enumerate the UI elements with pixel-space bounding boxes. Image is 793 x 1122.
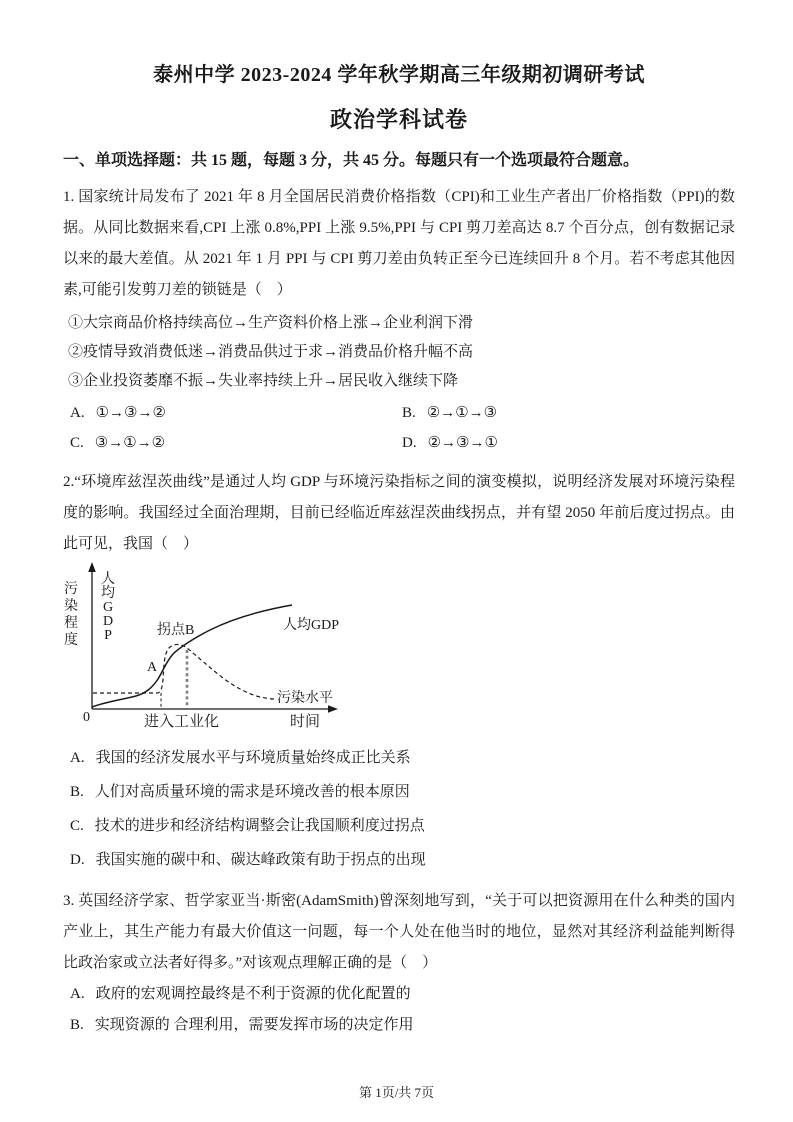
industrialization-label: 进入工业化 [144, 714, 220, 730]
option-text: 我国的经济发展水平与环境质量始终成正比关系 [95, 750, 411, 766]
y-axis-arrow-icon [88, 562, 96, 572]
question-1-option-d [402, 428, 735, 458]
exam-subtitle: 政治学科试卷 [329, 107, 468, 132]
option-text: ②→①→③ [426, 405, 498, 421]
option-label: A. [70, 986, 85, 1002]
option-text: 实现资源的 合理利用，需要发挥市场的决定作用 [94, 1017, 414, 1033]
option-text: 技术的进步和经济结构调整会让我国顺利度过拐点 [94, 818, 425, 834]
pollution-curve [93, 644, 274, 699]
question-2-stem: 2.“环境库兹涅茨曲线”是通过人均 GDP 与环境污染指标之间的演变模拟，说明经济发展对环境污染程度的影响。我国经过全面治理期，目前已经临近库兹涅茨曲线拐点，并有望 2050 年前后度过拐点。由此可见，我国（ ） [63, 474, 735, 552]
question-1-option-a [70, 398, 402, 428]
option-label: B. [70, 1017, 84, 1033]
page-number: 第 1页/共 7页 [358, 1085, 435, 1100]
option-label: C. [70, 818, 84, 834]
question-3-option-b [70, 1010, 735, 1041]
question-3-option-a [70, 979, 735, 1010]
gdp-curve [92, 605, 292, 707]
question-2-option-d [70, 843, 735, 877]
option-label: A. [70, 405, 85, 421]
question-1-item-1: ①大宗商品价格持续高位→生产资料价格上涨→企业利润下滑 [68, 315, 474, 331]
page-content [0, 62, 793, 1041]
option-label: A. [70, 750, 85, 766]
time-axis-label: 时间 [290, 714, 321, 730]
option-label: B. [70, 784, 84, 800]
x-axis-arrow-icon [328, 705, 338, 712]
question-1-items [63, 309, 735, 396]
option-text: 人们对高质量环境的需求是环境改善的根本原因 [94, 784, 410, 800]
point-b-label: 拐点B [157, 623, 195, 638]
option-text: ①→③→② [95, 405, 166, 421]
question-2-options [63, 741, 735, 877]
question-1-item-2: ②疫情导致消费低迷→消费品供过于求→消费品价格升幅不高 [68, 344, 474, 360]
origin-label: 0 [83, 710, 90, 725]
kuznets-curve-chart [60, 560, 350, 736]
question-3-stem: 3. 英国经济学家、哲学家亚当·斯密(AdamSmith)曾深刻地写到，“关于可以把资源用在什么种类的国内产业上，其生产能力有最大价值这一问题，每一个人处在他当时的地位，显然对其经济利益能判断得比政治家或立法者好得多。”对该观点理解正确的是（ ） [63, 893, 735, 971]
option-label: C. [70, 435, 84, 451]
question-1-item-3: ③企业投资萎靡不振→失业率持续上升→居民收入继续下降 [68, 373, 459, 389]
exam-title: 泰州中学 2023-2024 学年秋学期高三年级期初调研考试 [153, 64, 645, 86]
option-label: D. [402, 435, 417, 451]
pollution-curve-label: 污染水平 [277, 691, 333, 706]
question-1-option-b [402, 398, 735, 428]
section-heading: 一、单项选择题：共 15 题，每题 3 分，共 45 分。每题只有一个选项最符合题意。 [63, 152, 640, 169]
option-text: ③→①→② [94, 435, 166, 451]
y-axis-label-pollution: 污染程度 [64, 582, 78, 648]
option-label: B. [402, 405, 416, 421]
question-1-option-c [70, 428, 402, 458]
question-2-option-b [70, 775, 735, 809]
option-text: 政府的宏观调控最终是不利于资源的优化配置的 [95, 986, 411, 1002]
gdp-curve-label: 人均GDP [283, 618, 340, 633]
question-3-options [63, 979, 735, 1041]
option-label: D. [70, 852, 85, 868]
question-1-stem: 1. 国家统计局发布了 2021 年 8 月全国居民消费价格指数（CPI)和工业生产者出厂价格指数（PPI)的数据。从同比数据来看,CPI 上涨 0.8%,PPI 上涨 9.5%,PPI 与 CPI 剪刀差高达 8.7 个百分点，创有数据记录以来的最大差值。从 2021 年 1 月 PPI 与 CPI 剪刀差由负转正至今已连续回升 8 个月。若不考虑其他因素,可能引发剪刀差的锁链是（ ） [63, 189, 735, 298]
option-text: ②→③→① [427, 435, 498, 451]
question-2-option-a [70, 741, 735, 775]
y-axis-label-gdp: 人均 G D P [101, 572, 115, 643]
question-1-options [63, 398, 735, 458]
question-2-option-c [70, 809, 735, 843]
option-text: 我国实施的碳中和、碳达峰政策有助于拐点的出现 [95, 852, 426, 868]
point-a-label: A [147, 660, 158, 675]
